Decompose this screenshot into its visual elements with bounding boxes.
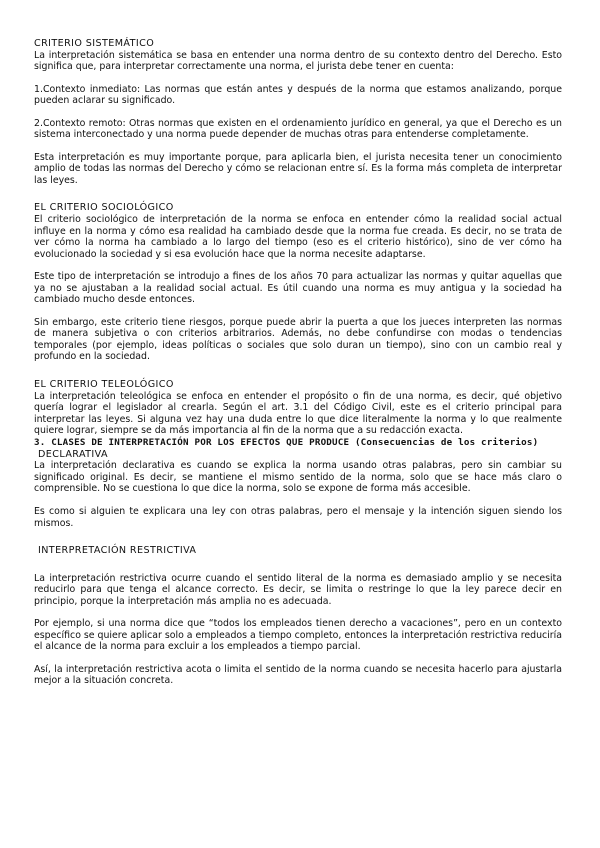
paragraph: El criterio sociológico de interpretación de la norma se enfoca en entender cómo la realidad social actual influye en la norma y cómo esa realidad ha cambiado desde que la norma fue creada. Es decir, no se trata de ver cómo la norma ha cambiado a lo largo del tiempo (eso es el criterio histórico), sino de ver cómo ha evolucionado la sociedad y si esa evolución hace que la norma necesite adaptarse.: [34, 214, 562, 260]
heading-criterio-sociologico: EL CRITERIO SOCIOLÓGICO: [34, 202, 174, 214]
paragraph: 1.Contexto inmediato: Las normas que están antes y después de la norma que estamos analizando, porque pueden aclarar su significado.: [34, 83, 562, 107]
paragraph: Este tipo de interpretación se introdujo a fines de los años 70 para actualizar las normas y quitar aquellas que ya no se ajustaban a la realidad social actual. Es útil cuando una norma es muy antigua y la sociedad ha cambiado mucho desde entonces.: [34, 271, 562, 306]
paragraph: Sin embargo, este criterio tiene riesgos, porque puede abrir la puerta a que los jueces interpreten las normas de manera subjetiva o con criterios arbitrarios. Además, no debe confundirse con modas o tendencias temporales (por ejemplo, ideas políticas o sociales que solo duran un tiempo), sino con un cambio real y profundo en la sociedad.: [34, 316, 562, 363]
document-page: [34, 38, 562, 687]
paragraph: La interpretación sistemática se basa en entender una norma dentro de su contexto dentro del Derecho. Esto significa que, para interpretar correctamente una norma, el jurista debe tener en cuenta:: [34, 49, 562, 73]
paragraph: Es como si alguien te explicara una ley con otras palabras, pero el mensaje y la intención siguen siendo los mismos.: [34, 505, 562, 529]
heading-clases-interpretacion: 3. CLASES DE INTERPRETACIÓN POR LOS EFECTOS QUE PRODUCE (Consecuencias de los criterios): [34, 436, 539, 448]
paragraph: La interpretación restrictiva ocurre cuando el sentido literal de la norma es demasiado amplio y se necesita reducirlo para que tenga el alcance correcto. Es decir, se limita o restringe lo que la ley parece decir en principio, porque la interpretación más amplia no es adecuada.: [34, 572, 562, 607]
paragraph: La interpretación declarativa es cuando se explica la norma usando otras palabras, pero sin cambiar su significado original. Es decir, se mantiene el mismo sentido de la norma, solo que se hace más claro o comprensible. No se cuestiona lo que dice la norma, solo se expone de forma más accesible.: [34, 460, 562, 495]
heading-criterio-sistematico: CRITERIO SISTEMÁTICO: [34, 38, 155, 49]
paragraph: Esta interpretación es muy importante porque, para aplicarla bien, el jurista necesita tener un conocimiento amplio de todas las normas del Derecho y cómo se relacionan entre sí. Es la forma más completa de interpretar las leyes.: [34, 151, 562, 186]
paragraph: Así, la interpretación restrictiva acota o limita el sentido de la norma cuando se necesita hacerlo para ajustarla mejor a la situación concreta.: [34, 663, 562, 687]
heading-criterio-teleologico: EL CRITERIO TELEOLÓGICO: [34, 379, 174, 391]
paragraph: 2.Contexto remoto: Otras normas que existen en el ordenamiento jurídico en general, ya que el Derecho es un sistema interconectado y una norma puede depender de muchas otras para entenderse completamente.: [34, 117, 562, 141]
heading-declarativa: DECLARATIVA: [38, 448, 108, 460]
paragraph: La interpretación teleológica se enfoca en entender el propósito o fin de una norma, es decir, qué objetivo quería lograr el legislador al crearla. Según el art. 3.1 del Código Civil, este es el criterio principal para interpretar las leyes. Si alguna vez hay una duda entre lo que dice literalmente la norma y lo que realmente quiere lograr, siempre se da más importancia al fin de la norma que a su redacción exacta.: [34, 390, 562, 437]
heading-interpretacion-restrictiva: INTERPRETACIÓN RESTRICTIVA: [38, 545, 197, 557]
paragraph: Por ejemplo, si una norma dice que “todos los empleados tienen derecho a vacaciones”, pero en un contexto específico se quiere aplicar solo a empleados a tiempo completo, entonces la interpretación restrictiva reduciría el alcance de la norma para excluir a los empleados a tiempo parcial.: [34, 618, 562, 653]
